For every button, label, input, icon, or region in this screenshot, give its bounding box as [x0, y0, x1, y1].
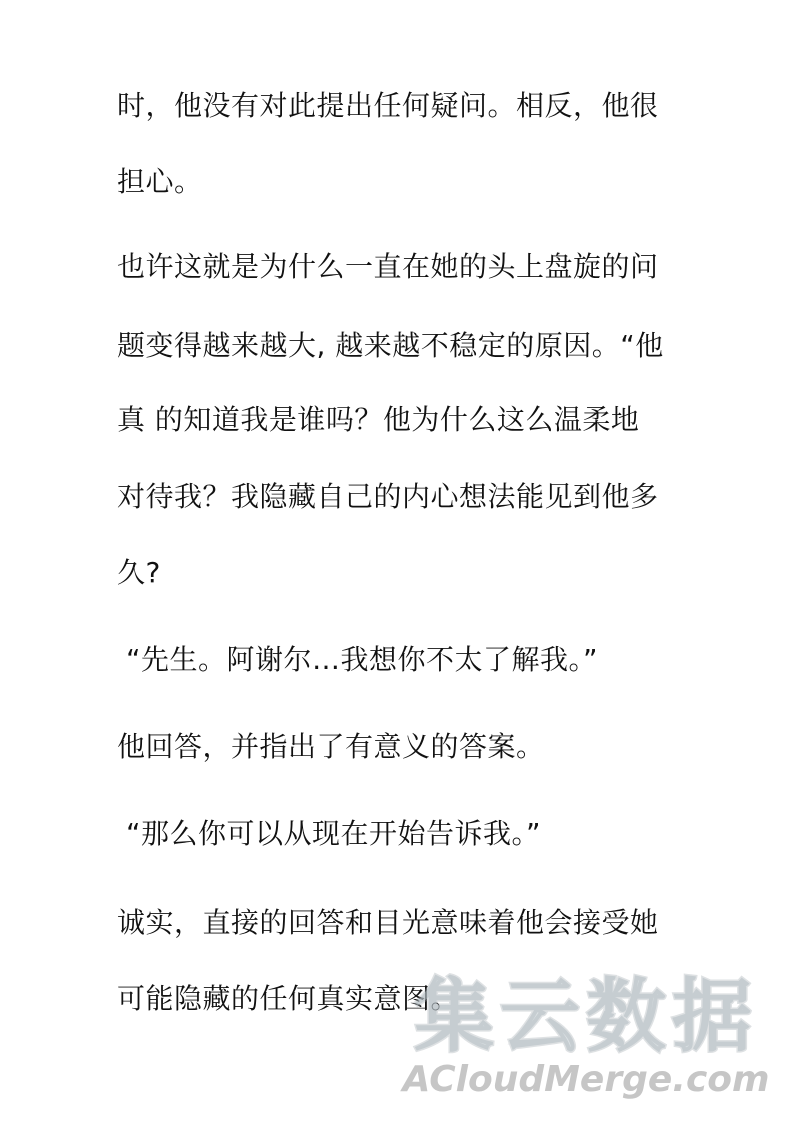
watermark-url: ACloudMerge.com	[402, 1059, 770, 1100]
text-line: 题变得越来越大, 越来越不稳定的原因。“他	[117, 329, 664, 362]
watermark-logo-text: 集云数据	[414, 970, 758, 1063]
text-line: 担心。	[117, 165, 203, 198]
text-line: “那么你可以从现在开始告诉我。”	[126, 817, 542, 850]
text-line: 对待我？我隐藏自己的内心想法能见到他多	[117, 480, 659, 513]
text-line: 真 的知道我是谁吗？他为什么这么温柔地	[117, 403, 640, 436]
text-line: 可能隐藏的任何真实意图。	[117, 982, 460, 1015]
text-line: 时，他没有对此提出任何疑问。相反，他很	[117, 89, 659, 122]
text-line: “先生。阿谢尔…我想你不太了解我。”	[126, 643, 599, 676]
text-line: 久?	[117, 556, 161, 589]
text-line: 他回答，并指出了有意义的答案。	[117, 730, 545, 763]
text-line: 诚实，直接的回答和目光意味着他会接受她	[117, 906, 659, 939]
text-line: 也许这就是为什么一直在她的头上盘旋的问	[117, 250, 659, 283]
